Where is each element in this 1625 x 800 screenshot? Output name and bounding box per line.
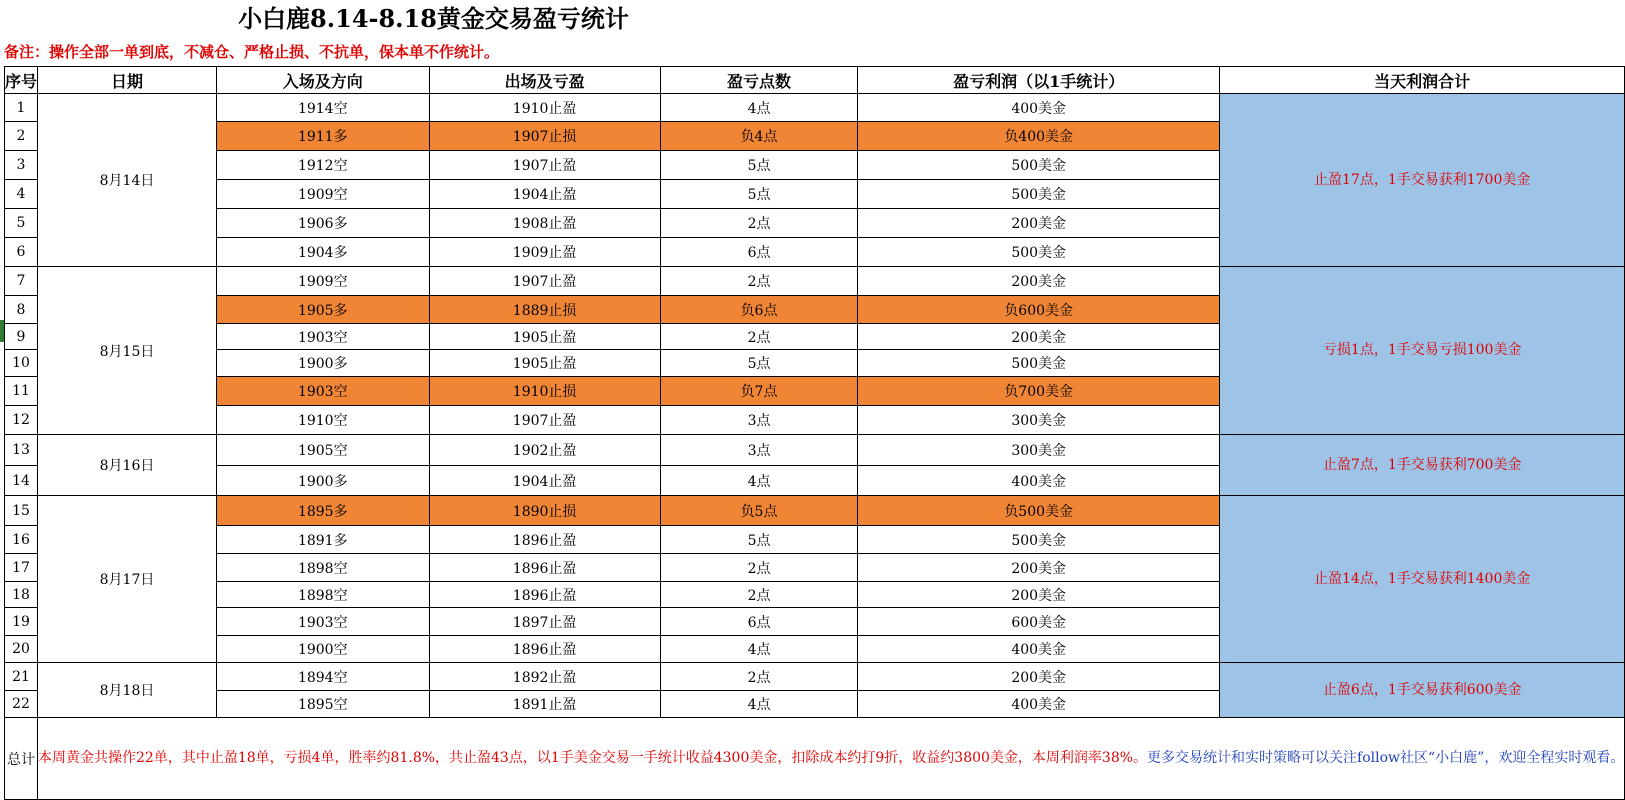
cell-profit[interactable]: 500美金 bbox=[858, 151, 1220, 180]
cell-index[interactable]: 6 bbox=[5, 238, 38, 267]
cell-entry[interactable]: 1900多 bbox=[217, 350, 430, 377]
cell-points[interactable]: 5点 bbox=[660, 526, 858, 554]
cell-entry[interactable]: 1905多 bbox=[217, 296, 430, 324]
cell-index[interactable]: 9 bbox=[5, 324, 38, 350]
cell-entry[interactable]: 1911多 bbox=[217, 122, 430, 151]
table-row bbox=[5, 496, 1625, 526]
cell-profit[interactable]: 200美金 bbox=[858, 209, 1220, 238]
cell-points[interactable]: 4点 bbox=[660, 466, 858, 496]
cell-profit[interactable]: 400美金 bbox=[858, 466, 1220, 496]
cell-entry[interactable]: 1910空 bbox=[217, 406, 430, 435]
header-points[interactable]: 盈亏点数 bbox=[660, 67, 858, 94]
cell-index[interactable]: 10 bbox=[5, 350, 38, 377]
cell-points[interactable]: 负7点 bbox=[660, 377, 858, 406]
cell-exit[interactable]: 1891止盈 bbox=[429, 691, 660, 718]
cell-exit[interactable]: 1909止盈 bbox=[429, 238, 660, 267]
cell-exit[interactable]: 1892止盈 bbox=[429, 663, 660, 691]
cell-exit[interactable]: 1896止盈 bbox=[429, 582, 660, 608]
cell-index[interactable]: 16 bbox=[5, 526, 38, 554]
table-row bbox=[5, 663, 1625, 691]
cell-profit[interactable]: 500美金 bbox=[858, 350, 1220, 377]
cell-profit[interactable]: 500美金 bbox=[858, 238, 1220, 267]
cell-entry[interactable]: 1906多 bbox=[217, 209, 430, 238]
cell-points[interactable]: 负6点 bbox=[660, 296, 858, 324]
cell-entry[interactable]: 1914空 bbox=[217, 94, 430, 122]
cell-points[interactable]: 4点 bbox=[660, 691, 858, 718]
cell-entry[interactable]: 1905空 bbox=[217, 435, 430, 466]
cell-index[interactable]: 18 bbox=[5, 582, 38, 608]
header-daily-total[interactable]: 当天利润合计 bbox=[1220, 67, 1625, 94]
cell-index[interactable]: 1 bbox=[5, 94, 38, 122]
cell-entry[interactable]: 1903空 bbox=[217, 324, 430, 350]
cell-exit[interactable]: 1897止盈 bbox=[429, 608, 660, 636]
cell-profit[interactable]: 400美金 bbox=[858, 94, 1220, 122]
cell-exit[interactable]: 1910止盈 bbox=[429, 94, 660, 122]
cell-exit[interactable]: 1902止盈 bbox=[429, 435, 660, 466]
header-profit[interactable]: 盈亏利润（以1手统计） bbox=[858, 67, 1220, 94]
cell-profit[interactable]: 600美金 bbox=[858, 608, 1220, 636]
cell-exit[interactable]: 1907止盈 bbox=[429, 151, 660, 180]
cell-profit[interactable]: 200美金 bbox=[858, 267, 1220, 296]
cell-entry[interactable]: 1912空 bbox=[217, 151, 430, 180]
cell-daily-summary[interactable]: 止盈7点，1手交易获利700美金 bbox=[1220, 435, 1625, 496]
cell-profit[interactable]: 负700美金 bbox=[858, 377, 1220, 406]
cell-entry[interactable]: 1900空 bbox=[217, 636, 430, 663]
cell-daily-summary[interactable]: 亏损1点，1手交易亏损100美金 bbox=[1220, 267, 1625, 435]
cell-profit[interactable]: 400美金 bbox=[858, 636, 1220, 663]
total-summary-blue: 更多交易统计和实时策略可以关注follow社区“小白鹿”，欢迎全程实时观看。 bbox=[1147, 750, 1625, 766]
cell-profit[interactable]: 负500美金 bbox=[858, 496, 1220, 526]
selection-marker bbox=[0, 320, 4, 342]
cell-points[interactable]: 4点 bbox=[660, 94, 858, 122]
table-row bbox=[5, 267, 1625, 296]
cell-points[interactable]: 6点 bbox=[660, 238, 858, 267]
cell-profit[interactable]: 负600美金 bbox=[858, 296, 1220, 324]
header-date[interactable]: 日期 bbox=[38, 67, 217, 94]
cell-profit[interactable]: 负400美金 bbox=[858, 122, 1220, 151]
cell-points[interactable]: 5点 bbox=[660, 151, 858, 180]
cell-index[interactable]: 19 bbox=[5, 608, 38, 636]
cell-profit[interactable]: 500美金 bbox=[858, 180, 1220, 209]
cell-index[interactable]: 22 bbox=[5, 691, 38, 718]
cell-points[interactable]: 2点 bbox=[660, 267, 858, 296]
cell-points[interactable]: 负4点 bbox=[660, 122, 858, 151]
header-index[interactable]: 序号 bbox=[5, 67, 38, 94]
cell-index[interactable]: 4 bbox=[5, 180, 38, 209]
cell-exit[interactable]: 1904止盈 bbox=[429, 466, 660, 496]
cell-exit[interactable]: 1907止盈 bbox=[429, 406, 660, 435]
cell-daily-summary[interactable]: 止盈6点，1手交易获利600美金 bbox=[1220, 663, 1625, 718]
cell-points[interactable]: 5点 bbox=[660, 180, 858, 209]
cell-date[interactable]: 8月18日 bbox=[38, 663, 217, 718]
cell-daily-summary[interactable]: 止盈17点，1手交易获利1700美金 bbox=[1220, 94, 1625, 267]
cell-points[interactable]: 6点 bbox=[660, 608, 858, 636]
cell-entry[interactable]: 1894空 bbox=[217, 663, 430, 691]
cell-index[interactable]: 21 bbox=[5, 663, 38, 691]
table-row bbox=[5, 94, 1625, 122]
cell-entry[interactable]: 1903空 bbox=[217, 608, 430, 636]
cell-index[interactable]: 7 bbox=[5, 267, 38, 296]
cell-points[interactable]: 3点 bbox=[660, 435, 858, 466]
cell-exit[interactable]: 1896止盈 bbox=[429, 526, 660, 554]
cell-date[interactable]: 8月17日 bbox=[38, 496, 217, 663]
cell-points[interactable]: 2点 bbox=[660, 582, 858, 608]
cell-entry[interactable]: 1909空 bbox=[217, 180, 430, 209]
cell-points[interactable]: 4点 bbox=[660, 636, 858, 663]
header-row bbox=[5, 67, 1625, 94]
cell-exit[interactable]: 1907止损 bbox=[429, 122, 660, 151]
cell-exit[interactable]: 1910止损 bbox=[429, 377, 660, 406]
page-title: 小白鹿8.14-8.18黄金交易盈亏统计 bbox=[238, 4, 629, 33]
cell-index[interactable]: 2 bbox=[5, 122, 38, 151]
cell-index[interactable]: 14 bbox=[5, 466, 38, 496]
cell-entry[interactable]: 1895多 bbox=[217, 496, 430, 526]
cell-profit[interactable]: 400美金 bbox=[858, 691, 1220, 718]
cell-exit[interactable]: 1890止损 bbox=[429, 496, 660, 526]
table-row bbox=[5, 435, 1625, 466]
remark-note: 备注：操作全部一单到底，不减仓、严格止损、不抗单，保本单不作统计。 bbox=[4, 43, 500, 61]
total-row bbox=[5, 718, 1625, 800]
total-label[interactable]: 总计 bbox=[5, 718, 38, 800]
cell-entry[interactable]: 1898空 bbox=[217, 582, 430, 608]
cell-profit[interactable]: 200美金 bbox=[858, 324, 1220, 350]
cell-exit[interactable]: 1905止盈 bbox=[429, 350, 660, 377]
cell-index[interactable]: 17 bbox=[5, 554, 38, 582]
cell-profit[interactable]: 300美金 bbox=[858, 406, 1220, 435]
cell-profit[interactable]: 500美金 bbox=[858, 526, 1220, 554]
cell-entry[interactable]: 1904多 bbox=[217, 238, 430, 267]
cell-entry[interactable]: 1898空 bbox=[217, 554, 430, 582]
total-summary-red: 本周黄金共操作22单，其中止盈18单，亏损4单，胜率约81.8%，共止盈43点，以1手美金交易一手统计收益4300美金，扣除成本约打9折，收益约3800美金，本周利润率38%。 bbox=[38, 750, 1148, 766]
trade-table-body bbox=[5, 94, 1625, 718]
cell-entry[interactable]: 1909空 bbox=[217, 267, 430, 296]
cell-index[interactable]: 12 bbox=[5, 406, 38, 435]
cell-profit[interactable]: 200美金 bbox=[858, 663, 1220, 691]
cell-entry[interactable]: 1903空 bbox=[217, 377, 430, 406]
cell-points[interactable]: 3点 bbox=[660, 406, 858, 435]
cell-exit[interactable]: 1896止盈 bbox=[429, 636, 660, 663]
cell-exit[interactable]: 1905止盈 bbox=[429, 324, 660, 350]
cell-points[interactable]: 5点 bbox=[660, 350, 858, 377]
cell-entry[interactable]: 1895空 bbox=[217, 691, 430, 718]
cell-entry[interactable]: 1900多 bbox=[217, 466, 430, 496]
cell-exit[interactable]: 1904止盈 bbox=[429, 180, 660, 209]
cell-points[interactable]: 2点 bbox=[660, 554, 858, 582]
cell-entry[interactable]: 1891多 bbox=[217, 526, 430, 554]
cell-index[interactable]: 20 bbox=[5, 636, 38, 663]
cell-profit[interactable]: 200美金 bbox=[858, 582, 1220, 608]
cell-date[interactable]: 8月15日 bbox=[38, 267, 217, 435]
cell-exit[interactable]: 1908止盈 bbox=[429, 209, 660, 238]
cell-exit[interactable]: 1907止盈 bbox=[429, 267, 660, 296]
header-exit[interactable]: 出场及亏盈 bbox=[429, 67, 660, 94]
cell-index[interactable]: 15 bbox=[5, 496, 38, 526]
cell-index[interactable]: 3 bbox=[5, 151, 38, 180]
cell-date[interactable]: 8月16日 bbox=[38, 435, 217, 496]
cell-index[interactable]: 13 bbox=[5, 435, 38, 466]
cell-profit[interactable]: 300美金 bbox=[858, 435, 1220, 466]
cell-index[interactable]: 8 bbox=[5, 296, 38, 324]
header-entry[interactable]: 入场及方向 bbox=[217, 67, 430, 94]
cell-exit[interactable]: 1896止盈 bbox=[429, 554, 660, 582]
cell-points[interactable]: 负5点 bbox=[660, 496, 858, 526]
trade-table bbox=[4, 66, 1625, 800]
cell-points[interactable]: 2点 bbox=[660, 209, 858, 238]
cell-profit[interactable]: 200美金 bbox=[858, 554, 1220, 582]
cell-index[interactable]: 5 bbox=[5, 209, 38, 238]
cell-points[interactable]: 2点 bbox=[660, 663, 858, 691]
cell-index[interactable]: 11 bbox=[5, 377, 38, 406]
total-summary-cell[interactable] bbox=[38, 718, 1625, 800]
cell-daily-summary[interactable]: 止盈14点，1手交易获利1400美金 bbox=[1220, 496, 1625, 663]
cell-date[interactable]: 8月14日 bbox=[38, 94, 217, 267]
cell-points[interactable]: 2点 bbox=[660, 324, 858, 350]
cell-exit[interactable]: 1889止损 bbox=[429, 296, 660, 324]
